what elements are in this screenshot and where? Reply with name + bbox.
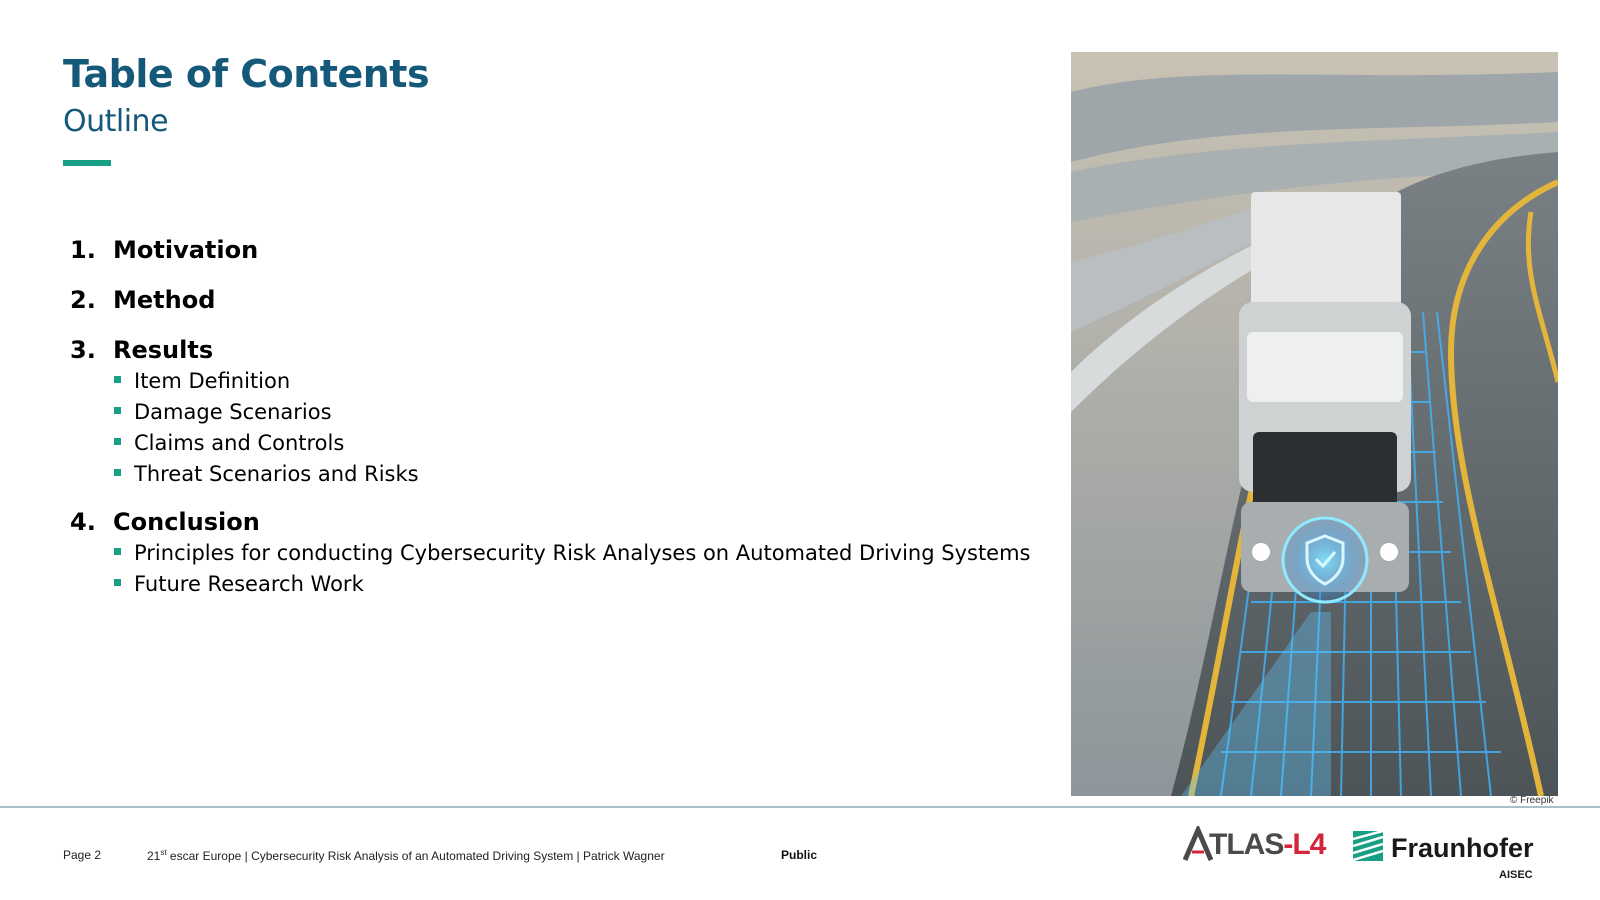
truck-highway-image (1071, 52, 1558, 796)
toc-label: Results (113, 336, 214, 364)
toc-item (70, 232, 1000, 268)
bullet-square-icon (114, 376, 121, 383)
event-suffix: st (160, 848, 167, 857)
footer-divider (0, 806, 1600, 808)
toc-sublist (70, 538, 1031, 600)
toc-subitem-label: Claims and Controls (134, 431, 345, 455)
accent-bar (63, 160, 111, 166)
toc-number: 1. (70, 236, 96, 264)
classification-label: Public (781, 848, 818, 862)
image-credit: © Freepik (1510, 795, 1554, 806)
toc-item (70, 332, 1000, 490)
toc-label: Method (113, 286, 216, 314)
toc-subitem (114, 459, 1000, 490)
toc-subitem-label: Future Research Work (134, 572, 364, 596)
toc-label: Conclusion (113, 508, 260, 536)
toc-subitem (114, 538, 1031, 569)
bullet-square-icon (114, 407, 121, 414)
toc-subitem-label: Threat Scenarios and Risks (134, 462, 419, 486)
bullet-square-icon (114, 438, 121, 445)
toc-subitem-label: Item Definition (134, 369, 291, 393)
toc-heading (70, 232, 1000, 268)
toc-subitem (114, 569, 1000, 600)
toc-number: 2. (70, 286, 96, 314)
atlas-l4-text: -L4 (1283, 828, 1326, 861)
toc-subitem-label: Damage Scenarios (134, 400, 332, 424)
toc-subitem (114, 366, 1000, 397)
toc-subitem (114, 397, 1000, 428)
footer-event (147, 848, 665, 863)
page-number: Page 2 (63, 848, 102, 862)
toc-heading (70, 282, 1000, 318)
toc-heading (70, 332, 1000, 368)
bullet-square-icon (114, 579, 121, 586)
toc-sublist (70, 366, 1000, 490)
truck-highway-illustration (1071, 52, 1558, 796)
bullet-square-icon (114, 469, 121, 476)
atlas-l4-logo (1183, 826, 1341, 866)
fraunhofer-logo-icon (1353, 831, 1383, 861)
toc-subitem-label: Principles for conducting Cybersecurity Risk Analyses on Automated Driving Systems (134, 541, 1031, 565)
event-text: escar Europe | Cybersecurity Risk Analysis of an Automated Driving System | Patrick Wagner (166, 849, 665, 863)
event-number: 21 (147, 849, 161, 863)
table-of-contents (70, 232, 1031, 614)
toc-number: 3. (70, 336, 96, 364)
fraunhofer-name: Fraunhofer (1391, 833, 1534, 863)
toc-item (70, 282, 1000, 318)
toc-subitem (114, 428, 1000, 459)
bullet-square-icon (114, 548, 121, 555)
toc-label: Motivation (113, 236, 259, 264)
toc-item (70, 504, 1031, 600)
page-title: Table of Contents (63, 52, 430, 96)
toc-heading (70, 504, 1000, 540)
toc-number: 4. (70, 508, 96, 536)
fraunhofer-unit: AISEC (1499, 869, 1533, 881)
page-subtitle: Outline (63, 104, 169, 139)
atlas-text: TLAS (1209, 828, 1284, 861)
